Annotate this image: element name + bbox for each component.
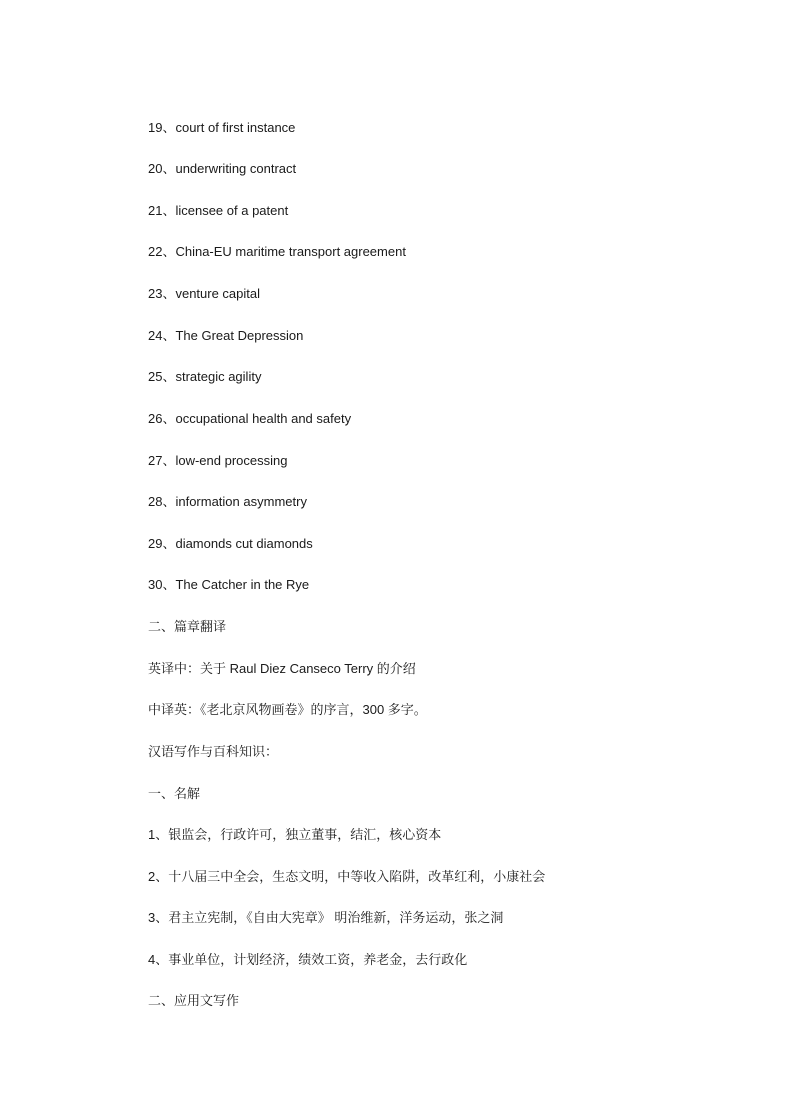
term-item-25: 25、strategic agility (148, 369, 262, 384)
terms-list-item-2: 2、十八届三中全会，生态文明，中等收入陷阱，改革红利，小康社会 (148, 869, 546, 884)
zh-to-en-task: 中译英：《老北京风物画卷》的序言，300 多字。 (148, 702, 427, 717)
en-to-zh-task: 英译中：关于 Raul Diez Canseco Terry 的介绍 (148, 661, 416, 676)
term-item-30: 30、The Catcher in the Rye (148, 577, 310, 592)
term-item-22: 22、China-EU maritime transport agreement (148, 244, 406, 259)
term-item-28: 28、information asymmetry (148, 494, 307, 509)
term-item-29: 29、diamonds cut diamonds (148, 536, 313, 551)
subheading-terms: 一、名解 (148, 786, 201, 801)
term-item-26: 26、occupational health and safety (148, 411, 352, 426)
section-heading-passage-translation: 二、篇章翻译 (148, 619, 227, 634)
terms-list-item-3: 3、君主立宪制，《自由大宪章》 明治维新，洋务运动，张之洞 (148, 910, 504, 925)
terms-list-item-4: 4、事业单位，计划经济，绩效工资，养老金，去行政化 (148, 952, 468, 967)
section-heading-writing: 汉语写作与百科知识： (148, 744, 279, 759)
term-item-24: 24、The Great Depression (148, 328, 304, 343)
term-item-27: 27、low-end processing (148, 453, 288, 468)
term-item-21: 21、licensee of a patent (148, 203, 289, 218)
term-item-23: 23、venture capital (148, 286, 261, 301)
terms-list-item-1: 1、银监会，行政许可，独立董事，结汇，核心资本 (148, 827, 442, 842)
subheading-practical-writing: 二、应用文写作 (148, 993, 240, 1008)
term-item-19: 19、court of first instance (148, 120, 296, 135)
term-item-20: 20、underwriting contract (148, 161, 297, 176)
